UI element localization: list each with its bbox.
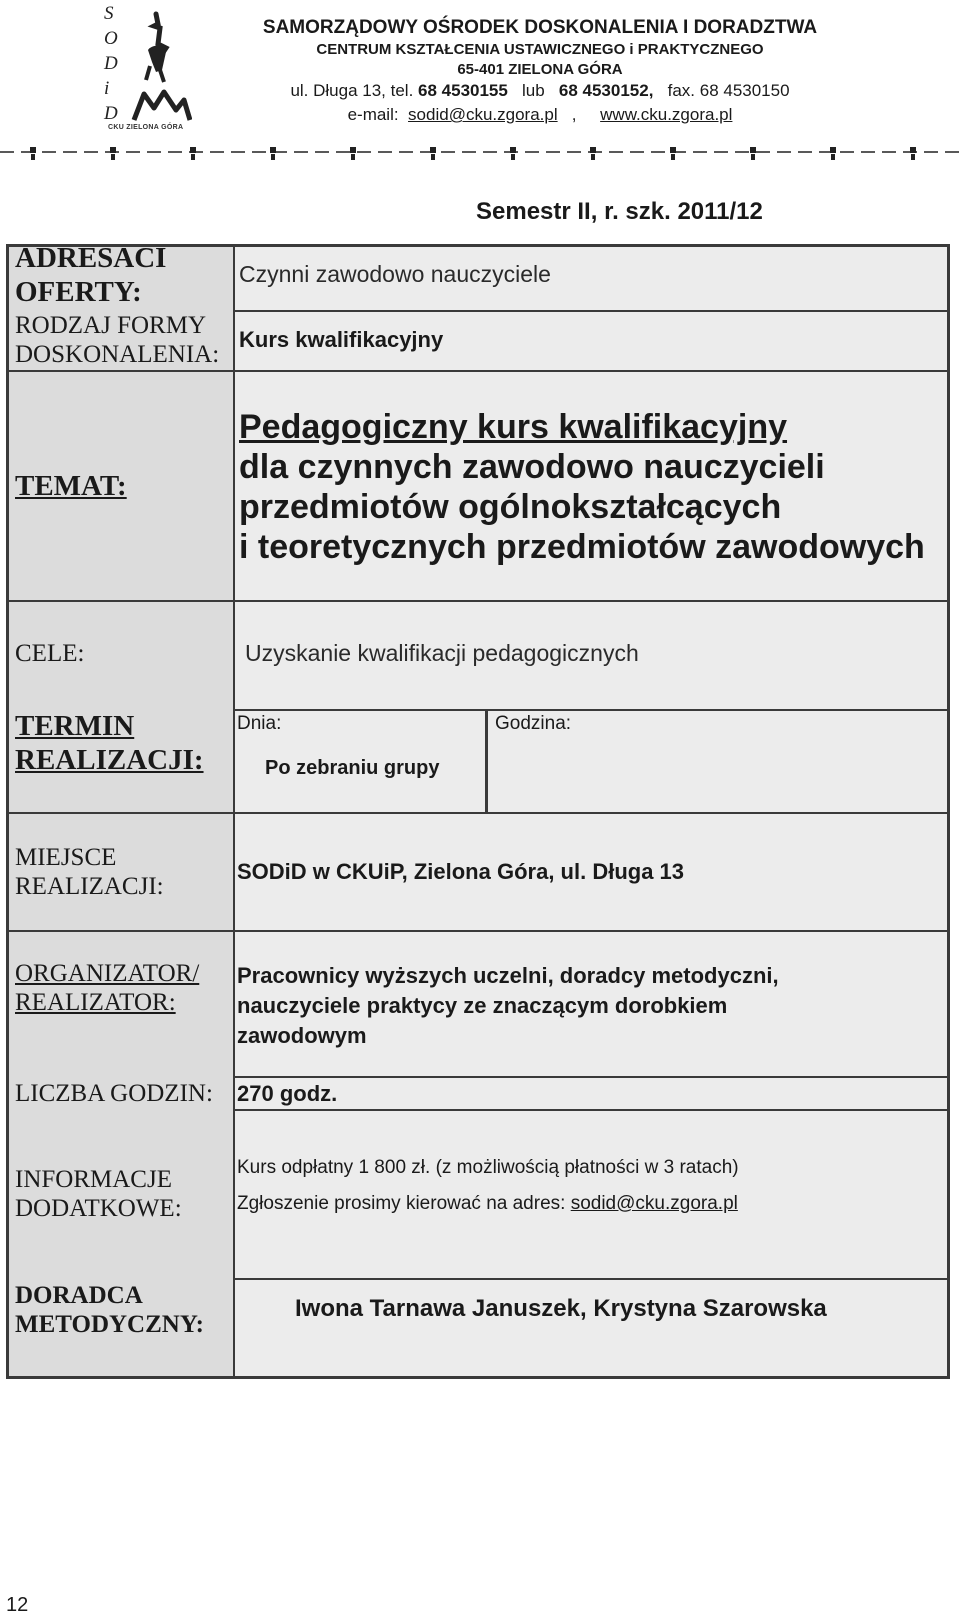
logo-figure-icon bbox=[126, 10, 192, 122]
logo-letter-s: S bbox=[104, 3, 114, 24]
cele-value: Uzyskanie kwalifikacji pedagogicznych bbox=[245, 640, 639, 666]
logo-letter-d: D bbox=[104, 53, 118, 74]
website-link[interactable]: www.cku.zgora.pl bbox=[600, 105, 733, 124]
temat-value bbox=[239, 407, 925, 567]
row-divider bbox=[9, 930, 947, 932]
institution-header bbox=[230, 16, 850, 127]
row-divider bbox=[9, 600, 947, 602]
row-divider bbox=[233, 1109, 947, 1111]
email-line bbox=[230, 103, 850, 127]
organizator-value: Pracownicy wyższych uczelni, doradcy metodyczni, nauczyciele praktycy ze znaczącym dorobkiem zawodowym bbox=[237, 963, 779, 1048]
separator: , bbox=[571, 105, 577, 124]
sodid-logo bbox=[98, 4, 198, 132]
dnia-value: Po zebraniu grupy bbox=[265, 757, 440, 779]
fax-number: fax. 68 4530150 bbox=[667, 81, 790, 100]
semester-title: Semestr II, r. szk. 2011/12 bbox=[476, 198, 763, 225]
adresaci-value: Czynni zawodowo nauczyciele bbox=[239, 261, 551, 287]
info-fee: Kurs odpłatny 1 800 zł. (z możliwością płatności w 3 ratach) bbox=[237, 1157, 739, 1178]
logo-caption: CKU ZIELONA GÓRA bbox=[108, 124, 184, 131]
rodzaj-value: Kurs kwalifikacyjny bbox=[239, 327, 444, 352]
decorative-divider bbox=[0, 140, 960, 164]
phone-1: 68 4530155 bbox=[418, 81, 508, 100]
street-address: ul. Długa 13, tel. bbox=[290, 81, 414, 100]
liczba-label: LICZBA GODZIN: bbox=[15, 1080, 213, 1107]
cell-divider bbox=[485, 709, 488, 812]
termin-label: TERMIN REALIZACJI: bbox=[15, 710, 204, 776]
row-divider bbox=[233, 709, 947, 711]
temat-line-4: i teoretycznych przedmiotów zawodowych bbox=[239, 528, 925, 566]
phone-or: lub bbox=[522, 81, 545, 100]
logo-letter-d2: D bbox=[104, 103, 118, 124]
row-divider bbox=[9, 370, 947, 372]
doradca-value: Iwona Tarnawa Januszek, Krystyna Szarowska bbox=[295, 1295, 827, 1322]
phone-2: 68 4530152, bbox=[558, 81, 654, 100]
row-divider bbox=[233, 310, 947, 312]
temat-label: TEMAT: bbox=[15, 470, 127, 502]
temat-line-1: Pedagogiczny kurs kwalifikacyjny bbox=[239, 408, 788, 446]
temat-line-3: przedmiotów ogólnokształcących bbox=[239, 488, 782, 526]
logo-letter-i: i bbox=[104, 78, 110, 99]
postal-city: 65-401 ZIELONA GÓRA bbox=[457, 61, 623, 78]
info-contact bbox=[237, 1193, 738, 1215]
doradca-label: DORADCA METODYCZNY: bbox=[15, 1282, 204, 1338]
course-offer-form bbox=[6, 244, 950, 1379]
page-number: 12 bbox=[6, 1594, 29, 1616]
logo-letters bbox=[104, 4, 118, 123]
info-email-link[interactable]: sodid@cku.zgora.pl bbox=[570, 1193, 738, 1214]
institution-subname: CENTRUM KSZTAŁCENIA USTAWICZNEGO i PRAKTYCZNEGO bbox=[316, 41, 764, 58]
organizator-label: ORGANIZATOR/ REALIZATOR: bbox=[15, 960, 200, 1016]
godzina-label: Godzina: bbox=[495, 713, 572, 734]
miejsce-label: MIEJSCE REALIZACJI: bbox=[15, 844, 164, 900]
miejsce-value: SODiD w CKUiP, Zielona Góra, ul. Długa 13 bbox=[237, 859, 685, 884]
liczba-value: 270 godz. bbox=[237, 1081, 338, 1106]
cele-label: CELE: bbox=[15, 640, 85, 667]
institution-name: SAMORZĄDOWY OŚRODEK DOSKONALENIA I DORADZTWA bbox=[262, 17, 818, 38]
email-link[interactable]: sodid@cku.zgora.pl bbox=[408, 105, 558, 124]
dnia-label: Dnia: bbox=[237, 713, 282, 734]
logo-letter-o: O bbox=[104, 28, 118, 49]
row-divider bbox=[233, 1076, 947, 1078]
row-divider bbox=[9, 812, 947, 814]
info-label: INFORMACJE DODATKOWE: bbox=[15, 1166, 182, 1222]
email-label: e-mail: bbox=[347, 105, 399, 124]
adresaci-label: ADRESACI OFERTY: bbox=[15, 242, 167, 308]
row-divider bbox=[233, 1278, 947, 1280]
rodzaj-label: RODZAJ FORMY DOSKONALENIA: bbox=[15, 312, 220, 368]
contact-line bbox=[230, 79, 850, 103]
info-contact-prefix: Zgłoszenie prosimy kierować na adres: bbox=[237, 1193, 566, 1214]
temat-line-2: dla czynnych zawodowo nauczycieli bbox=[239, 448, 825, 486]
